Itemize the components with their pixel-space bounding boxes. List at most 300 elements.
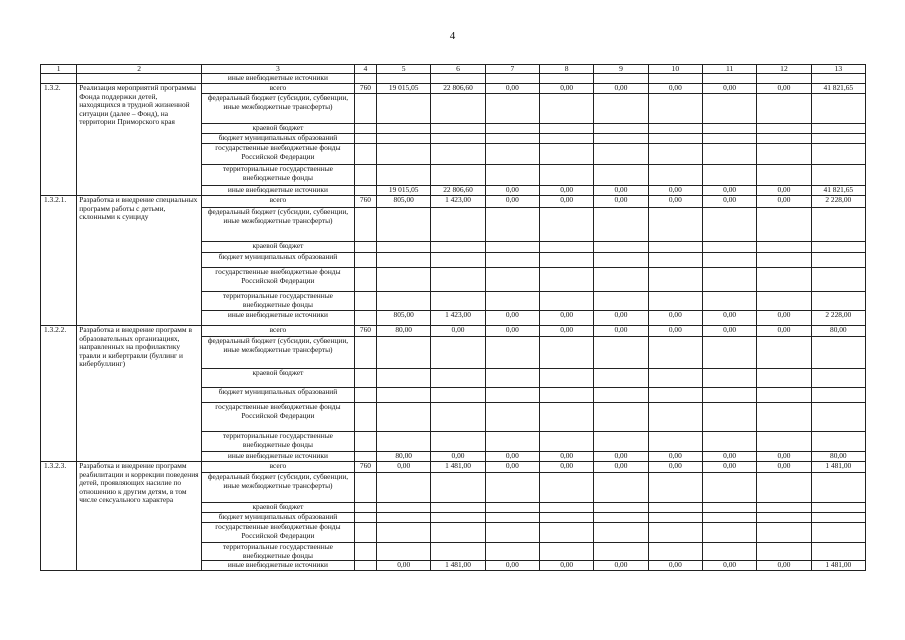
value-cell xyxy=(811,337,865,369)
funding-source: федеральный бюджет (субсидии, субвенции, иные межбюджетные трансферты) xyxy=(201,94,354,124)
value-cell xyxy=(648,268,702,292)
item-code: 1.3.2. xyxy=(41,84,77,196)
value-cell xyxy=(702,432,756,452)
empty-cell xyxy=(354,74,376,84)
value-cell xyxy=(648,369,702,388)
value-cell: 0,00 xyxy=(702,196,756,208)
value-cell xyxy=(811,388,865,403)
item-title: Разработка и внедрение программ реабилитации и коррекции поведения детей, проявляющих насилие по отношению к другим детям, в том числе сексуального характера xyxy=(77,462,202,571)
value-cell: 0,00 xyxy=(757,186,811,196)
value-cell xyxy=(431,503,485,513)
value-cell xyxy=(594,292,648,311)
value-cell xyxy=(540,134,594,144)
value-cell xyxy=(594,144,648,165)
value-cell xyxy=(702,134,756,144)
value-cell: 0,00 xyxy=(702,311,756,326)
value-cell: 0,00 xyxy=(702,452,756,462)
value-cell xyxy=(757,208,811,242)
grbs-code xyxy=(354,473,376,503)
value-cell xyxy=(757,94,811,124)
value-cell xyxy=(485,432,539,452)
value-cell xyxy=(702,292,756,311)
funding-source: государственные внебюджетные фонды Российской Федерации xyxy=(201,403,354,432)
value-cell: 805,00 xyxy=(377,196,431,208)
value-cell: 0,00 xyxy=(540,561,594,571)
value-cell: 41 821,65 xyxy=(811,186,865,196)
grbs-code xyxy=(354,268,376,292)
value-cell xyxy=(757,432,811,452)
value-cell xyxy=(757,268,811,292)
value-cell xyxy=(811,473,865,503)
value-cell xyxy=(594,337,648,369)
value-cell xyxy=(431,369,485,388)
value-cell: 0,00 xyxy=(485,561,539,571)
value-cell xyxy=(540,473,594,503)
value-cell xyxy=(648,432,702,452)
value-cell xyxy=(377,473,431,503)
value-cell: 80,00 xyxy=(377,326,431,337)
funding-source: всего xyxy=(201,326,354,337)
value-cell xyxy=(540,388,594,403)
value-cell: 22 806,60 xyxy=(431,186,485,196)
value-cell xyxy=(540,208,594,242)
value-cell xyxy=(540,503,594,513)
column-header: 8 xyxy=(540,65,594,74)
funding-source: краевой бюджет xyxy=(201,124,354,134)
value-cell xyxy=(811,432,865,452)
value-cell xyxy=(648,473,702,503)
value-cell xyxy=(702,268,756,292)
value-cell xyxy=(431,403,485,432)
value-cell xyxy=(431,268,485,292)
value-cell: 19 015,05 xyxy=(377,84,431,94)
value-cell xyxy=(485,124,539,134)
value-cell xyxy=(811,513,865,523)
value-cell xyxy=(811,523,865,543)
value-cell: 0,00 xyxy=(594,452,648,462)
value-cell: 0,00 xyxy=(594,84,648,94)
value-cell: 0,00 xyxy=(648,462,702,473)
value-cell: 0,00 xyxy=(431,326,485,337)
value-cell xyxy=(702,388,756,403)
value-cell xyxy=(594,134,648,144)
value-cell xyxy=(377,403,431,432)
value-cell xyxy=(377,513,431,523)
value-cell xyxy=(757,337,811,369)
value-cell xyxy=(702,208,756,242)
value-cell xyxy=(540,124,594,134)
value-cell: 22 806,60 xyxy=(431,84,485,94)
value-cell xyxy=(648,292,702,311)
funding-source: государственные внебюджетные фонды Российской Федерации xyxy=(201,268,354,292)
value-cell xyxy=(377,124,431,134)
value-cell xyxy=(757,403,811,432)
value-cell xyxy=(594,268,648,292)
value-cell: 0,00 xyxy=(540,186,594,196)
value-cell: 0,00 xyxy=(485,311,539,326)
value-cell: 0,00 xyxy=(485,452,539,462)
value-cell xyxy=(594,208,648,242)
funding-source: иные внебюджетные источники xyxy=(201,452,354,462)
value-cell: 0,00 xyxy=(648,84,702,94)
value-cell xyxy=(648,403,702,432)
value-cell: 0,00 xyxy=(540,196,594,208)
grbs-code xyxy=(354,337,376,369)
value-cell xyxy=(757,124,811,134)
grbs-code xyxy=(354,561,376,571)
value-cell xyxy=(757,253,811,268)
value-cell xyxy=(540,242,594,253)
grbs-code xyxy=(354,144,376,165)
table-row xyxy=(41,74,866,84)
value-cell: 80,00 xyxy=(811,326,865,337)
value-cell xyxy=(648,242,702,253)
grbs-code xyxy=(354,165,376,186)
grbs-code: 760 xyxy=(354,196,376,208)
value-cell xyxy=(648,165,702,186)
value-cell: 0,00 xyxy=(485,196,539,208)
value-cell: 0,00 xyxy=(757,561,811,571)
value-cell xyxy=(377,523,431,543)
value-cell xyxy=(431,432,485,452)
value-cell: 0,00 xyxy=(757,462,811,473)
value-cell xyxy=(811,503,865,513)
value-cell xyxy=(431,208,485,242)
value-cell xyxy=(811,134,865,144)
value-cell xyxy=(485,134,539,144)
empty-cell xyxy=(377,74,431,84)
funding-source: иные внебюджетные источники xyxy=(201,74,354,84)
value-cell xyxy=(811,242,865,253)
value-cell xyxy=(594,94,648,124)
value-cell xyxy=(540,337,594,369)
empty-cell xyxy=(811,74,865,84)
funding-source: территориальные государственные внебюджетные фонды xyxy=(201,432,354,452)
grbs-code xyxy=(354,369,376,388)
value-cell xyxy=(431,165,485,186)
value-cell: 80,00 xyxy=(811,452,865,462)
value-cell xyxy=(594,523,648,543)
value-cell xyxy=(757,513,811,523)
value-cell xyxy=(702,94,756,124)
value-cell xyxy=(485,292,539,311)
value-cell xyxy=(757,292,811,311)
value-cell: 0,00 xyxy=(648,311,702,326)
funding-source: бюджет муниципальных образований xyxy=(201,513,354,523)
column-header: 10 xyxy=(648,65,702,74)
value-cell xyxy=(594,388,648,403)
value-cell xyxy=(377,144,431,165)
value-cell xyxy=(702,124,756,134)
value-cell xyxy=(431,124,485,134)
value-cell xyxy=(540,253,594,268)
grbs-code: 760 xyxy=(354,462,376,473)
value-cell: 805,00 xyxy=(377,311,431,326)
value-cell xyxy=(377,268,431,292)
value-cell xyxy=(757,523,811,543)
value-cell xyxy=(811,94,865,124)
value-cell: 0,00 xyxy=(594,186,648,196)
value-cell xyxy=(648,388,702,403)
value-cell: 0,00 xyxy=(540,84,594,94)
value-cell xyxy=(757,369,811,388)
grbs-code: 760 xyxy=(354,326,376,337)
value-cell xyxy=(540,144,594,165)
header-row xyxy=(41,65,866,74)
value-cell xyxy=(594,403,648,432)
value-cell: 1 481,00 xyxy=(811,462,865,473)
value-cell xyxy=(648,513,702,523)
grbs-code xyxy=(354,242,376,253)
value-cell: 1 481,00 xyxy=(431,462,485,473)
value-cell xyxy=(377,134,431,144)
value-cell xyxy=(594,473,648,503)
empty-cell xyxy=(485,74,539,84)
value-cell: 0,00 xyxy=(702,462,756,473)
empty-cell xyxy=(431,74,485,84)
value-cell: 0,00 xyxy=(540,452,594,462)
value-cell: 0,00 xyxy=(431,452,485,462)
value-cell xyxy=(702,503,756,513)
column-header: 1 xyxy=(41,65,77,74)
value-cell xyxy=(377,253,431,268)
item-code: 1.3.2.1. xyxy=(41,196,77,326)
value-cell xyxy=(377,369,431,388)
value-cell xyxy=(594,513,648,523)
value-cell xyxy=(594,124,648,134)
value-cell: 0,00 xyxy=(594,326,648,337)
value-cell xyxy=(702,144,756,165)
value-cell xyxy=(757,388,811,403)
value-cell: 0,00 xyxy=(377,561,431,571)
value-cell xyxy=(540,543,594,561)
column-header: 4 xyxy=(354,65,376,74)
value-cell xyxy=(377,208,431,242)
value-cell xyxy=(702,513,756,523)
value-cell xyxy=(540,94,594,124)
value-cell xyxy=(540,403,594,432)
value-cell: 0,00 xyxy=(702,561,756,571)
value-cell xyxy=(702,253,756,268)
value-cell xyxy=(485,268,539,292)
funding-source: федеральный бюджет (субсидии, субвенции, иные межбюджетные трансферты) xyxy=(201,473,354,503)
value-cell xyxy=(757,144,811,165)
value-cell xyxy=(431,513,485,523)
value-cell: 0,00 xyxy=(540,462,594,473)
value-cell xyxy=(702,369,756,388)
value-cell xyxy=(757,543,811,561)
column-header: 7 xyxy=(485,65,539,74)
column-header: 6 xyxy=(431,65,485,74)
value-cell xyxy=(811,124,865,134)
funding-source: краевой бюджет xyxy=(201,369,354,388)
value-cell xyxy=(702,242,756,253)
value-cell xyxy=(540,369,594,388)
value-cell: 0,00 xyxy=(648,452,702,462)
value-cell xyxy=(485,369,539,388)
value-cell xyxy=(377,292,431,311)
budget-table xyxy=(40,64,866,571)
value-cell xyxy=(648,94,702,124)
value-cell xyxy=(811,292,865,311)
value-cell: 0,00 xyxy=(485,186,539,196)
value-cell xyxy=(594,432,648,452)
value-cell xyxy=(757,134,811,144)
value-cell xyxy=(431,473,485,503)
value-cell xyxy=(431,543,485,561)
section-row xyxy=(41,326,866,337)
value-cell xyxy=(431,94,485,124)
column-header: 5 xyxy=(377,65,431,74)
value-cell xyxy=(431,134,485,144)
value-cell xyxy=(648,208,702,242)
value-cell xyxy=(811,268,865,292)
value-cell: 0,00 xyxy=(757,84,811,94)
grbs-code xyxy=(354,186,376,196)
value-cell xyxy=(648,503,702,513)
grbs-code xyxy=(354,523,376,543)
value-cell: 2 228,00 xyxy=(811,311,865,326)
grbs-code xyxy=(354,208,376,242)
item-code: 1.3.2.2. xyxy=(41,326,77,462)
value-cell xyxy=(702,543,756,561)
grbs-code xyxy=(354,403,376,432)
funding-source: иные внебюджетные источники xyxy=(201,561,354,571)
value-cell: 0,00 xyxy=(594,462,648,473)
value-cell: 0,00 xyxy=(485,462,539,473)
value-cell xyxy=(811,543,865,561)
value-cell xyxy=(485,513,539,523)
value-cell: 41 821,65 xyxy=(811,84,865,94)
value-cell xyxy=(485,208,539,242)
value-cell xyxy=(431,292,485,311)
value-cell xyxy=(377,242,431,253)
value-cell: 0,00 xyxy=(757,452,811,462)
empty-cell xyxy=(702,74,756,84)
value-cell xyxy=(648,543,702,561)
funding-source: всего xyxy=(201,196,354,208)
value-cell xyxy=(702,403,756,432)
value-cell xyxy=(594,503,648,513)
value-cell: 1 481,00 xyxy=(431,561,485,571)
column-header: 9 xyxy=(594,65,648,74)
empty-cell xyxy=(41,74,77,84)
funding-source: бюджет муниципальных образований xyxy=(201,253,354,268)
value-cell xyxy=(811,253,865,268)
value-cell xyxy=(431,388,485,403)
value-cell xyxy=(485,337,539,369)
value-cell xyxy=(377,388,431,403)
value-cell xyxy=(431,144,485,165)
column-header: 12 xyxy=(757,65,811,74)
value-cell xyxy=(811,208,865,242)
value-cell xyxy=(811,165,865,186)
funding-source: федеральный бюджет (субсидии, субвенции, иные межбюджетные трансферты) xyxy=(201,337,354,369)
value-cell xyxy=(648,134,702,144)
empty-cell xyxy=(77,74,202,84)
grbs-code xyxy=(354,292,376,311)
value-cell xyxy=(377,432,431,452)
value-cell xyxy=(485,242,539,253)
value-cell xyxy=(648,523,702,543)
item-title: Разработка и внедрение программ в образовательных организациях, направленных на профилактику травли и кибертравли (буллинг и кибербуллинг) xyxy=(77,326,202,462)
value-cell: 2 228,00 xyxy=(811,196,865,208)
grbs-code xyxy=(354,503,376,513)
empty-cell xyxy=(594,74,648,84)
value-cell xyxy=(540,268,594,292)
value-cell xyxy=(757,242,811,253)
value-cell: 0,00 xyxy=(594,561,648,571)
funding-source: государственные внебюджетные фонды Российской Федерации xyxy=(201,144,354,165)
value-cell: 0,00 xyxy=(702,326,756,337)
value-cell xyxy=(702,523,756,543)
value-cell xyxy=(485,144,539,165)
section-row xyxy=(41,196,866,208)
funding-source: всего xyxy=(201,462,354,473)
funding-source: территориальные государственные внебюджетные фонды xyxy=(201,543,354,561)
empty-cell xyxy=(540,74,594,84)
value-cell xyxy=(377,165,431,186)
column-header: 2 xyxy=(77,65,202,74)
grbs-code: 760 xyxy=(354,84,376,94)
value-cell xyxy=(485,94,539,124)
value-cell xyxy=(485,388,539,403)
value-cell: 0,00 xyxy=(594,311,648,326)
value-cell xyxy=(540,523,594,543)
value-cell xyxy=(485,165,539,186)
empty-cell xyxy=(757,74,811,84)
value-cell: 0,00 xyxy=(757,326,811,337)
value-cell: 0,00 xyxy=(648,561,702,571)
value-cell xyxy=(757,503,811,513)
value-cell: 0,00 xyxy=(702,186,756,196)
funding-source: бюджет муниципальных образований xyxy=(201,388,354,403)
value-cell xyxy=(485,253,539,268)
value-cell xyxy=(594,242,648,253)
grbs-code xyxy=(354,311,376,326)
funding-source: территориальные государственные внебюджетные фонды xyxy=(201,165,354,186)
funding-source: иные внебюджетные источники xyxy=(201,186,354,196)
funding-source: государственные внебюджетные фонды Российской Федерации xyxy=(201,523,354,543)
funding-source: иные внебюджетные источники xyxy=(201,311,354,326)
value-cell: 0,00 xyxy=(485,326,539,337)
value-cell xyxy=(377,94,431,124)
funding-source: территориальные государственные внебюджетные фонды xyxy=(201,292,354,311)
value-cell xyxy=(431,242,485,253)
value-cell xyxy=(377,337,431,369)
grbs-code xyxy=(354,452,376,462)
grbs-code xyxy=(354,253,376,268)
section-row xyxy=(41,462,866,473)
value-cell: 1 423,00 xyxy=(431,311,485,326)
value-cell: 19 015,05 xyxy=(377,186,431,196)
column-header: 13 xyxy=(811,65,865,74)
value-cell xyxy=(540,292,594,311)
value-cell xyxy=(431,337,485,369)
value-cell: 1 423,00 xyxy=(431,196,485,208)
value-cell: 0,00 xyxy=(648,196,702,208)
value-cell xyxy=(702,165,756,186)
value-cell xyxy=(757,165,811,186)
table-body xyxy=(41,65,866,571)
funding-source: федеральный бюджет (субсидии, субвенции, иные межбюджетные трансферты) xyxy=(201,208,354,242)
value-cell xyxy=(377,543,431,561)
value-cell xyxy=(485,543,539,561)
page-number: 4 xyxy=(449,30,456,42)
grbs-code xyxy=(354,94,376,124)
value-cell xyxy=(540,432,594,452)
column-header: 11 xyxy=(702,65,756,74)
